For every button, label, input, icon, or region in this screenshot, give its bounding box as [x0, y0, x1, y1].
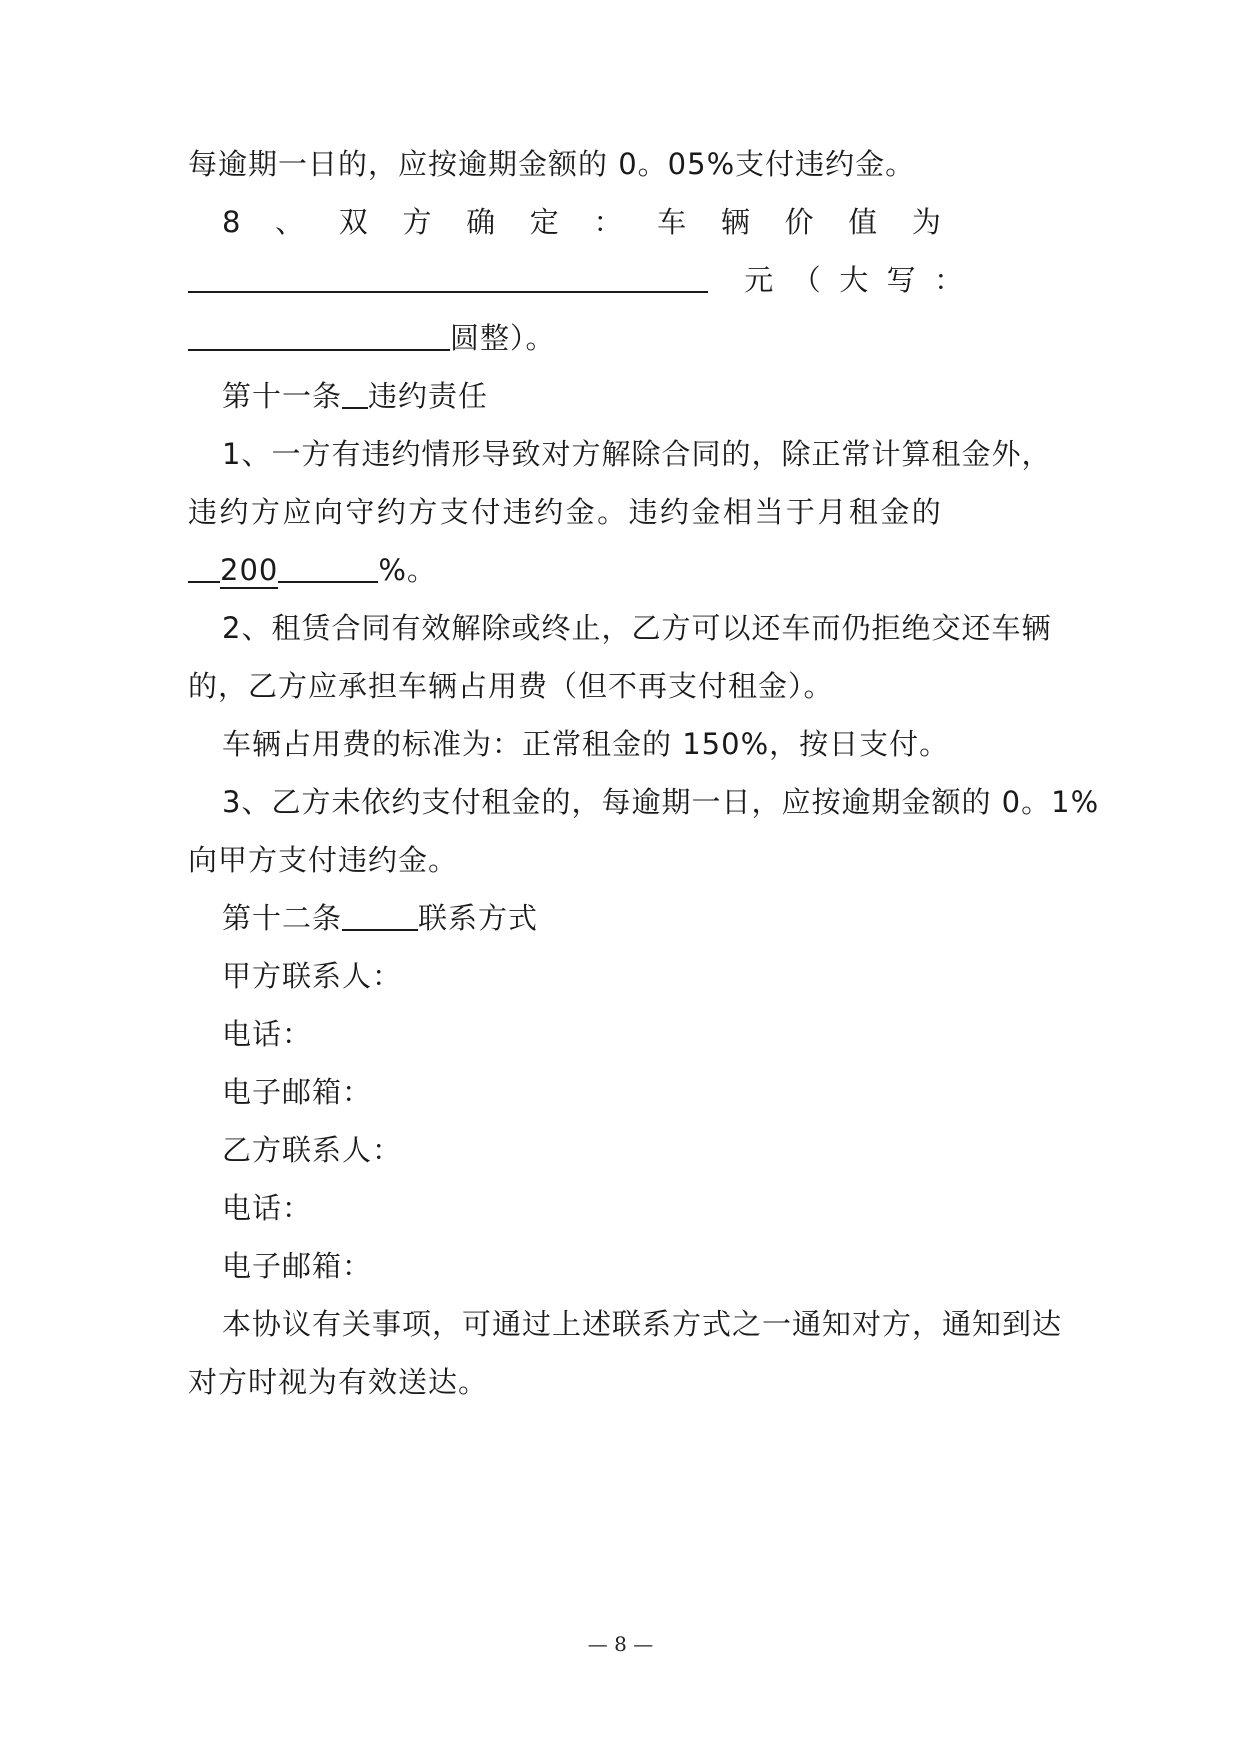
occupancy-fee-standard: 车辆占用费的标准为：正常租金的 150%，按日支付。 — [222, 727, 950, 761]
penalty-clause-1-line-2-char: 应 — [282, 495, 313, 529]
vehicle-value-clause-char: 辆 — [720, 205, 751, 239]
penalty-clause-1-line-2-char: 付 — [471, 495, 502, 529]
penalty-clause-3-line-1: 3、乙方未依约支付租金的，每逾期一日，应按逾期金额的 0。1% — [222, 785, 1100, 819]
penalty-clause-2-line-2: 的，乙方应承担车辆占用费（但不再支付租金）。 — [188, 669, 834, 703]
vehicle-value-clause-char: 车 — [657, 205, 688, 239]
article-12-blank — [342, 899, 418, 931]
vehicle-value-line — [188, 258, 1068, 302]
vehicle-value-clause-char: 值 — [848, 205, 879, 239]
party-b-email-label: 电子邮箱： — [222, 1249, 373, 1283]
penalty-clause-3-line-2: 向甲方支付违约金。 — [188, 843, 459, 877]
penalty-clause-1-line-2-char: 。 — [597, 495, 628, 529]
vehicle-value-clause-char: 8 — [222, 205, 242, 239]
penalty-blank-leading — [188, 551, 220, 583]
penalty-clause-1-line-2-char: 相 — [722, 495, 753, 529]
penalty-clause-1-line-2-char: 的 — [911, 495, 942, 529]
vehicle-value-unit-char: 大 — [839, 263, 870, 297]
notice-line-1: 本协议有关事项，可通过上述联系方式之一通知对方，通知到达 — [222, 1307, 1063, 1341]
penalty-clause-1-line-2-char: 金 — [565, 495, 596, 529]
amount-in-words-suffix: 圆整）。 — [450, 321, 556, 355]
penalty-clause-1-line-2-char: 月 — [817, 495, 848, 529]
penalty-percentage-value[interactable]: 200 — [220, 553, 279, 587]
notice-line-2: 对方时视为有效送达。 — [188, 1365, 489, 1399]
penalty-clause-1-line-2-char: 租 — [848, 495, 879, 529]
page-number: — 8 — — [587, 1632, 654, 1656]
article-11-blank — [342, 377, 368, 409]
party-a-contact-label: 甲方联系人： — [222, 959, 403, 993]
vehicle-value-blank[interactable] — [188, 261, 708, 293]
party-a-email-label: 电子邮箱： — [222, 1075, 373, 1109]
party-b-contact-label: 乙方联系人： — [222, 1133, 403, 1167]
penalty-clause-1-line-2-char: 违 — [188, 495, 219, 529]
penalty-clause-1-line-2-char: 金 — [880, 495, 911, 529]
penalty-clause-1-line-2-char: 约 — [219, 495, 250, 529]
vehicle-value-clause-char: 为 — [911, 205, 942, 239]
penalty-clause-1-line-3 — [188, 548, 1068, 592]
party-b-phone-label: 电话： — [222, 1191, 313, 1225]
penalty-clause-2-line-1: 2、租赁合同有效解除或终止，乙方可以还车而仍拒绝交还车辆 — [222, 611, 1052, 645]
vehicle-value-clause-char: 双 — [338, 205, 369, 239]
vehicle-value-unit-char: ： — [934, 263, 965, 297]
penalty-blank-trailing — [278, 551, 378, 583]
penalty-clause-1-line-2-char: 违 — [502, 495, 533, 529]
party-a-phone-label: 电话： — [222, 1017, 313, 1051]
vehicle-value-clause-char: 定 — [529, 205, 560, 239]
vehicle-value-clause-char: 价 — [784, 205, 815, 239]
penalty-clause-1-line-1: 1、一方有违约情形导致对方解除合同的，除正常计算租金外， — [222, 437, 1052, 471]
penalty-clause-1-line-2-char: 金 — [691, 495, 722, 529]
penalty-clause-1-line-2-char: 约 — [376, 495, 407, 529]
penalty-clause-1-line-2-char: 守 — [345, 495, 376, 529]
penalty-clause-1-line-2-char: 约 — [660, 495, 691, 529]
penalty-clause-1-line-2 — [188, 490, 942, 534]
vehicle-value-clause-char: 确 — [466, 205, 497, 239]
penalty-clause-1-line-2-char: 约 — [534, 495, 565, 529]
penalty-clause-1-line-2-char: 支 — [439, 495, 470, 529]
vehicle-value-clause-char: 、 — [275, 205, 306, 239]
penalty-clause-1-line-2-char: 当 — [754, 495, 785, 529]
vehicle-value-unit-char: （ — [791, 263, 822, 297]
penalty-clause-1-line-2-char: 于 — [785, 495, 816, 529]
amount-in-words-line — [188, 316, 1068, 360]
penalty-clause-1-line-2-char: 向 — [313, 495, 344, 529]
penalty-clause-1-line-2-char: 方 — [408, 495, 439, 529]
article-12-number: 第十二条 — [222, 901, 343, 935]
vehicle-value-clause-char: ： — [593, 205, 624, 239]
article-12-heading — [222, 896, 1044, 940]
amount-in-words-blank[interactable] — [188, 319, 450, 351]
article-11-title: 违约责任 — [368, 379, 489, 413]
penalty-clause-1-line-2-char: 违 — [628, 495, 659, 529]
article-12-title: 联系方式 — [418, 901, 539, 935]
vehicle-value-unit-char: 写 — [886, 263, 917, 297]
article-11-number: 第十一条 — [222, 379, 343, 413]
article-11-heading — [222, 374, 1044, 418]
penalty-clause-1-line-2-char: 方 — [250, 495, 281, 529]
overdue-penalty-line: 每逾期一日的，应按逾期金额的 0。05%支付违约金。 — [188, 147, 916, 181]
vehicle-value-clause — [222, 200, 942, 244]
penalty-percentage-suffix: %。 — [378, 553, 437, 587]
vehicle-value-clause-char: 方 — [402, 205, 433, 239]
vehicle-value-unit-char: 元 — [744, 263, 775, 297]
